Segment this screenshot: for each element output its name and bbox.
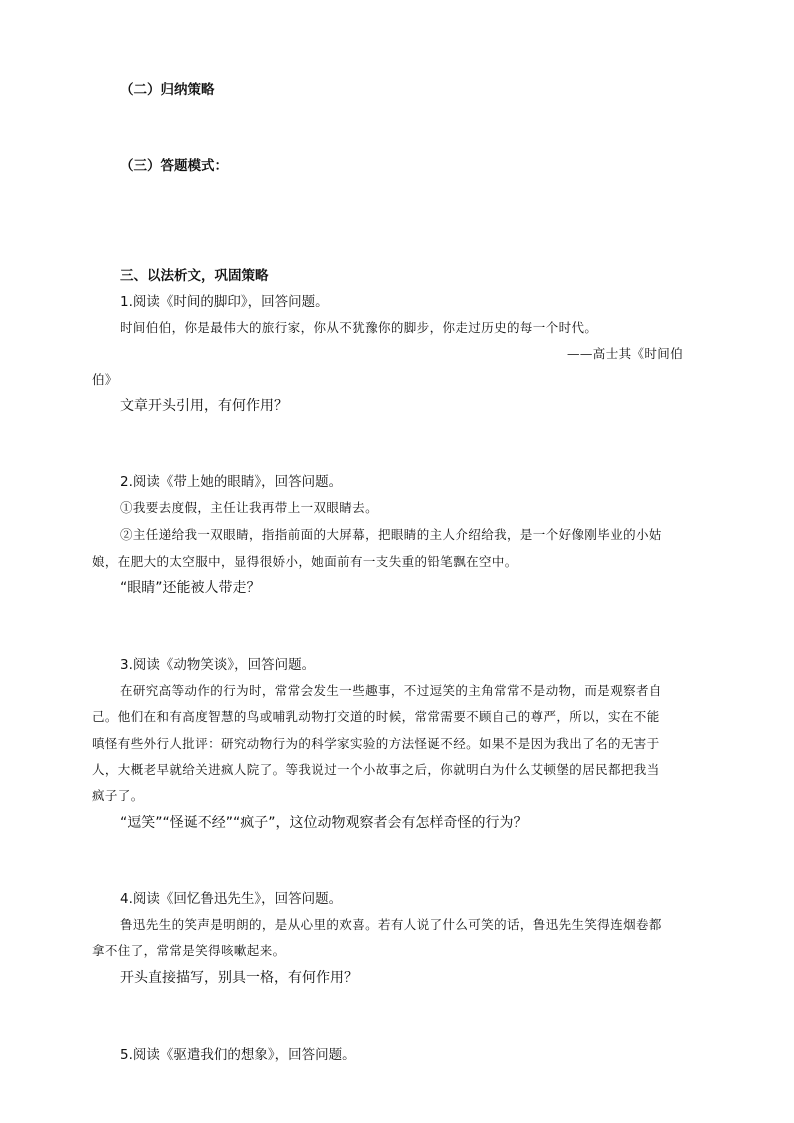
item-1-attribution-cont: 伯》 — [92, 372, 118, 387]
item-3-line: 己。他们在和有高度智慧的鸟或哺乳动物打交道的时候，常常需要不顾自己的尊严，所以，实在不能 — [92, 709, 660, 724]
item-3-heading: 3.阅读《动物笑谈》，回答问题。 — [120, 657, 316, 673]
section-heading-2: （二）归纳策略 — [120, 82, 215, 98]
section-heading-3: （三）答题模式： — [120, 158, 228, 174]
item-2-line-1: ①我要去度假，主任让我再带上一双眼睛去。 — [120, 500, 379, 515]
part-heading-3: 三、以法析文，巩固策略 — [120, 268, 269, 284]
item-1-text: 时间伯伯，你是最伟大的旅行家，你从不犹豫你的脚步，你走过历史的每一个时代。 — [120, 320, 598, 335]
item-3-line: 疯子了。 — [92, 788, 144, 803]
item-2-line-2: ②主任递给我一双眼睛，指指前面的大屏幕，把眼睛的主人介绍给我，是一个好像刚毕业的小姑 — [120, 527, 662, 542]
item-3-line: 在研究高等动作的行为时，常常会发生一些趣事，不过逗笑的主角常常不是动物，而是观察者自 — [120, 683, 662, 698]
item-4-line: 鲁迅先生的笑声是明朗的，是从心里的欢喜。若有人说了什么可笑的话，鲁迅先生笑得连烟卷都 — [120, 917, 662, 932]
item-2-line-2-cont: 娘，在肥大的太空服中，显得很娇小，她面前有一支失重的铅笔飘在空中。 — [92, 554, 518, 569]
item-1-heading: 1.阅读《时间的脚印》，回答问题。 — [120, 294, 329, 310]
item-4-line: 拿不住了，常常是笑得咳嗽起来。 — [92, 943, 286, 958]
item-1-question: 文章开头引用，有何作用？ — [120, 398, 288, 414]
item-4-question: 开头直接描写，别具一格，有何作用？ — [120, 970, 358, 986]
item-4-heading: 4.阅读《回忆鲁迅先生》，回答问题。 — [120, 891, 343, 907]
item-3-line: 人，大概老早就给关进疯人院了。等我说过一个小故事之后，你就明白为什么艾顿堡的居民都把我当 — [92, 762, 660, 777]
item-2-heading: 2.阅读《带上她的眼睛》，回答问题。 — [120, 474, 343, 490]
item-5-heading: 5.阅读《驱遣我们的想象》，回答问题。 — [120, 1047, 356, 1063]
item-3-line: 嗔怪有些外行人批评：研究动物行为的科学家实验的方法怪诞不经。如果不是因为我出了名的无害于 — [92, 736, 660, 751]
item-3-question: “逗笑”“怪诞不经”“疯子”，这位动物观察者会有怎样奇怪的行为？ — [120, 815, 528, 831]
item-2-question: “眼睛”还能被人带走？ — [120, 580, 261, 596]
item-1-attribution: ——高士其《时间伯 — [567, 346, 684, 361]
